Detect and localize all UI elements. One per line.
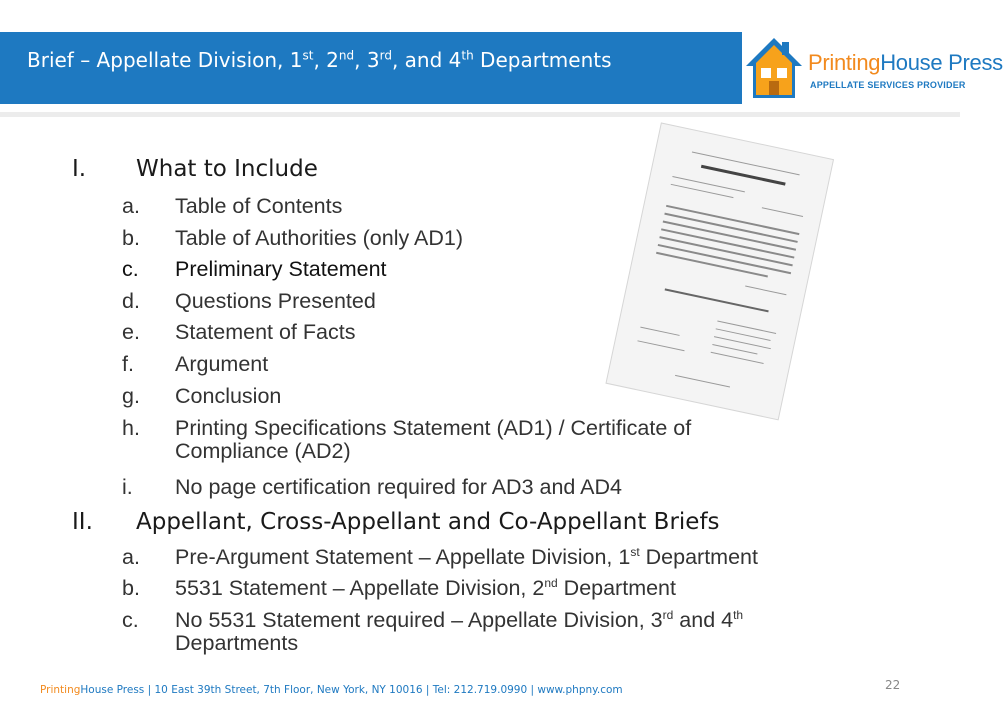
company-logo	[744, 34, 1003, 104]
logo-tagline: APPELLATE SERVICES PROVIDER	[810, 80, 966, 90]
brief-document-image	[598, 120, 838, 420]
page-number: 22	[885, 678, 901, 692]
house-logo-icon	[744, 36, 804, 100]
footer-contact: PrintingHouse Press | 10 East 39th Street, 7th Floor, New York, NY 10016 | Tel: 212.719.0990 | www.phpny.com	[40, 684, 623, 696]
slide-title: Brief – Appellate Division, 1st, 2nd, 3rd, and 4th Departments	[27, 48, 612, 72]
footer-brand: Printing	[40, 684, 81, 696]
header-divider	[0, 112, 960, 117]
logo-wordmark: PrintingHouse Press	[808, 50, 1003, 75]
